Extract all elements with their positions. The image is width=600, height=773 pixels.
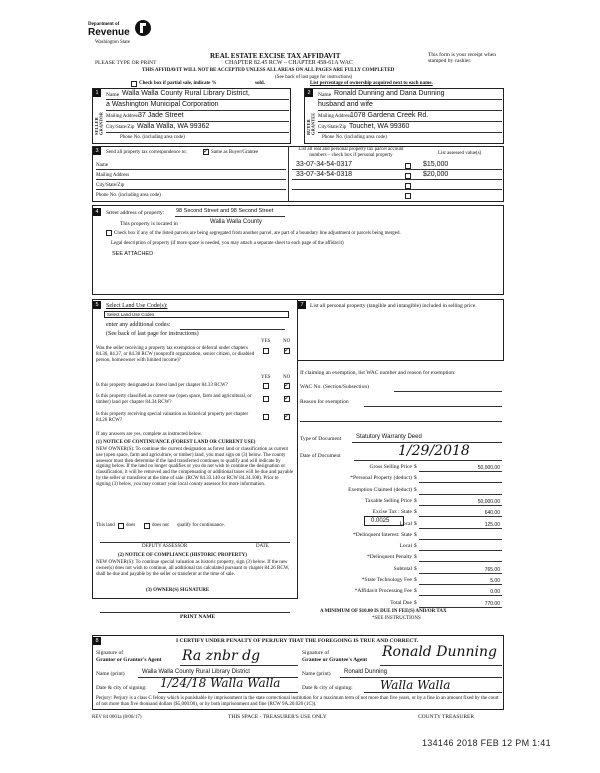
tax-row-line — [419, 482, 502, 483]
section3-city-line — [96, 189, 286, 190]
notice-compliance-body: NEW OWNER(S): To continue special valuation as historic property, sign (3) below. If the new owner(s) does not wish to continue, all additional tax calculated pursuant to chapter 84.26 RCW, shall be due and payable by the seller or transferor at the time of sale. — [96, 560, 290, 577]
tax-row-value: 50,000.00 — [477, 498, 500, 505]
seller-city-label: City/State/Zip — [106, 125, 135, 130]
doc-date-label: Date of Document — [300, 453, 341, 459]
located-in-label: This property is located in — [120, 221, 178, 227]
seller-mailing: 37 Jade Street — [138, 112, 184, 119]
tax-row-dollar: $ — [414, 531, 417, 538]
seller-name-label: Name — [106, 92, 120, 98]
section-7-marker: 7 — [298, 301, 306, 309]
state-label: Washington State — [95, 40, 131, 45]
notice-compliance-title: (2) NOTICE OF COMPLIANCE (HISTORIC PROPERTY) — [118, 553, 247, 558]
county-name: Walla Walla County — [210, 219, 262, 225]
tax-row-label: Gross Selling Price — [369, 464, 412, 470]
seller-side-label: SELLER GRANTOR — [94, 112, 104, 135]
seller-name-line — [106, 99, 289, 100]
buyer-name-line — [318, 99, 502, 100]
tax-row-dollar: $ — [414, 565, 417, 572]
assessed-header: List assessed value(s) — [438, 151, 482, 156]
certify-statement: I CERTIFY UNDER PENALTY OF PERJURY THAT THE FOREGOING IS TRUE AND CORRECT. — [176, 638, 419, 644]
tax-row-dollar: $ — [414, 509, 417, 516]
assessed-value-1: $15,000 — [423, 161, 449, 168]
street-address: 98 Second Street and 98 Second Street — [176, 208, 274, 214]
section-3-marker: 3 — [93, 147, 101, 155]
see-instructions-note: *SEE INSTRUCTIONS — [372, 616, 421, 621]
this-land-label: This land — [96, 523, 115, 528]
parcel-4-personal-checkbox[interactable] — [405, 193, 411, 199]
street-address-label: Street address of property: — [106, 210, 165, 216]
tax-row-dollar: $ — [414, 464, 417, 470]
tax-row-label: *Delinquent Penalty — [366, 554, 412, 561]
current-use-question: Is this property classified as current use (open space, farm and agricultural, or timber) land per chapter 84.34 RCW? — [96, 394, 252, 405]
grantor-signature: Ra znbr dg — [182, 648, 261, 664]
wac-label: WAC No. (Section/Subsection) — [300, 384, 369, 390]
tax-row-dollar: $ — [414, 475, 417, 482]
section-5-marker: 5 — [93, 301, 101, 309]
receipt-note: This form is your receipt when stamped by cashier. — [428, 52, 496, 65]
type-print-note: PLEASE TYPE OR PRINT — [95, 60, 157, 66]
doc-type: Statutory Warranty Deed — [356, 434, 422, 440]
grantee-date-city: Walla Walla — [380, 678, 451, 692]
land-use-label: Select Land Use Code(s): — [106, 303, 168, 309]
section3-mailing-label: Mailing Address — [96, 173, 130, 178]
section3-phone-label: Phone No. (including area code) — [96, 193, 161, 198]
tax-row-label: *Affidavit Processing Fee — [354, 588, 412, 595]
same-as-buyer-label: Same as Buyer/Grantee — [211, 150, 259, 155]
grantor-date-line — [158, 692, 298, 693]
seller-mailing-label: Mailing Address — [106, 114, 140, 119]
recording-stamp: 134146 2018 FEB 12 PM 1:41 — [422, 738, 551, 748]
section3-name-label: Name — [96, 163, 108, 168]
seller-city: Walla Walla, WA 99362 — [137, 123, 210, 130]
land-does-not-label: does not — [152, 523, 169, 528]
tax-row-line — [419, 561, 502, 562]
print-name-line — [100, 612, 290, 613]
tax-row-line — [419, 505, 502, 506]
grantee-date-city-label: Date & city of signing: — [302, 685, 353, 691]
section-8-marker: 8 — [93, 637, 101, 645]
tax-row-label: Exemption Claimed (deduct) — [348, 486, 412, 493]
buyer-mailing-line — [318, 121, 502, 122]
land-does-label: does — [126, 523, 136, 528]
county-treasurer-label: COUNTY TREASURER — [418, 714, 475, 720]
deputy-date-label: DATE — [256, 544, 269, 549]
section-1-marker: 1 — [93, 89, 101, 97]
seller-phone-label: Phone No. (including area code) — [120, 135, 185, 140]
tax-row-line — [419, 516, 502, 517]
seller-name2-line — [106, 110, 289, 111]
buyer-name2-line — [318, 110, 502, 111]
reason-label: Reason for exemption — [300, 399, 349, 405]
local-rate-box — [364, 516, 404, 526]
buyer-side-label: BUYER GRANTEE — [306, 112, 316, 135]
treasurer-space-label: THIS SPACE - TREASURER'S USE ONLY — [228, 714, 327, 720]
forest-no-checkbox[interactable] — [284, 383, 290, 389]
tax-row-dollar: $ — [414, 577, 417, 583]
grantee-date-line — [364, 692, 502, 693]
perjury-notice: Perjury: Perjury is a class C felony which is punishable by imprisonment in the state correctional institution for a maximum term of not more than five years, or by a fine in an amount fixed by the court of not more than five thousand dollars ($5,000.00), or by both imprisonment and fine (RCW 9A.20.020 (1C)). — [96, 696, 499, 707]
grantee-sig-label-1: Signature of — [302, 650, 330, 656]
exemption-no-checkbox[interactable] — [284, 348, 290, 354]
wac-input-line[interactable] — [394, 391, 502, 392]
additional-codes-label: enter any additional codes: — [106, 322, 171, 328]
grantor-print-name: Walla Walla County Rural Library District — [142, 669, 250, 675]
tax-row-label: Local — [399, 520, 412, 527]
section3-name-line — [96, 169, 286, 170]
parcel-3-line — [292, 189, 502, 190]
grantor-date-city: 1/24/18 Walla Walla — [160, 676, 281, 690]
legal-description: SEE ATTACHED — [112, 251, 154, 257]
street-address-line — [175, 216, 285, 217]
tax-row-label: Taxable Selling Price — [365, 497, 412, 504]
revenue-logo — [88, 18, 158, 48]
tax-row-label: Total Due — [390, 599, 412, 606]
tax-row-dollar: $ — [414, 554, 417, 561]
tax-row-line — [419, 584, 502, 585]
revenue-wordmark: Revenue — [88, 27, 130, 38]
parcel-number-1: 33-07-34-54-0317 — [296, 161, 353, 168]
assessed-value-2: $20,000 — [423, 171, 449, 178]
grantee-sig-line — [380, 665, 502, 666]
tax-row-line — [419, 550, 502, 551]
section5-see-back: (See back of last page for instructions) — [106, 331, 199, 337]
tax-row-value: 0.00 — [490, 589, 500, 596]
dept-label: Department of — [88, 22, 120, 27]
any-yes-note: If any answers are yes, complete as instructed below. — [96, 432, 203, 437]
segregated-label: Check box if any of the listed parcels are being segregated from another parcel, are part of a boundary line adjustment or parcels being merged. — [114, 231, 401, 236]
grantor-sig-label-2: Grantor or Grantor's Agent — [96, 657, 162, 663]
no-header-2: NO — [283, 375, 291, 380]
doc-date-line — [354, 460, 502, 461]
seller-name: Walla Walla County Rural Library District, — [122, 90, 250, 97]
tax-row-label: *State Technology Fee — [361, 577, 412, 583]
no-header-1: NO — [283, 339, 291, 344]
seller-name-2: a Washington Municipal Corporation — [106, 101, 219, 108]
tax-row-value: 5.00 — [490, 578, 500, 584]
local-rate-value: 0.0025 — [371, 518, 390, 524]
yes-header-1: YES — [261, 339, 271, 344]
deputy-line — [100, 542, 290, 543]
tax-row-value: 770.00 — [484, 600, 500, 607]
tax-row-dollar: $ — [414, 497, 417, 504]
parcel-number-2: 33-07-34-54-0318 — [296, 171, 353, 178]
exemption-question: Was the seller receiving a property tax exemption or deferral under chapters 84.36, 84.37, or 84.38 RCW (nonprofit organization, senior citizen, or disabled person, homeowner with limited income)? — [96, 346, 255, 363]
section-2-marker: 2 — [305, 89, 313, 97]
buyer-name-label: Name — [318, 92, 332, 98]
buyer-city-line — [318, 132, 502, 133]
grantor-sig-line — [180, 665, 298, 666]
tax-row-line — [419, 528, 502, 529]
grantor-sig-label-1: Signature of — [96, 650, 124, 656]
grantor-date-city-label: Date & city of signing: — [96, 685, 147, 691]
doc-date: 1/29/2018 — [398, 443, 470, 459]
grantee-name-print-label: Name (print) — [302, 671, 331, 677]
land-does-not-checkbox[interactable] — [144, 523, 150, 529]
property-location-section — [92, 205, 504, 295]
tax-row-value: 765.00 — [484, 566, 500, 573]
sold-label: sold. — [255, 81, 265, 86]
buyer-mailing-label: Mailing Address — [318, 114, 352, 119]
seller-city-line — [106, 132, 289, 133]
land-use-select-value: Select Land Use Codes — [107, 312, 155, 317]
same-as-buyer-checkbox[interactable] — [203, 149, 209, 155]
tax-row-dollar: $ — [414, 520, 417, 527]
yes-header-2: YES — [261, 375, 271, 380]
form-title: REAL ESTATE EXCISE TAX AFFIDAVIT — [210, 52, 341, 60]
personal-property-label: List all personal property (tangible and intangible) included in selling price. — [310, 303, 477, 309]
section3-divider — [288, 146, 289, 202]
tax-row-line — [419, 595, 502, 596]
qualify-label: qualify for continuance. — [177, 523, 225, 528]
buyer-city-label: City/State/Zip — [318, 125, 347, 130]
segregated-checkbox[interactable] — [106, 230, 112, 236]
grantee-print-name: Ronald Dunning — [344, 669, 388, 675]
tax-row-label: *Personal Property (deduct) — [350, 475, 412, 482]
forest-yes-checkbox[interactable] — [263, 383, 269, 389]
seller-mailing-line — [106, 121, 289, 122]
partial-sale-checkbox[interactable] — [131, 81, 137, 87]
historic-no-checkbox[interactable] — [284, 414, 290, 420]
forest-question: Is this property designated as forest land per chapter 84.33 RCW? — [96, 383, 228, 388]
legal-description-label: Legal description of property (if more space is needed, you may attach a separate sheet to each page of the affidavit) — [111, 241, 344, 246]
send-correspondence-label: Send all property tax correspondence to: — [106, 150, 187, 155]
tax-row-dollar: $ — [414, 588, 417, 595]
tax-row-line — [419, 539, 502, 540]
tax-row-line — [419, 607, 502, 608]
notice-continuance-title: (1) NOTICE OF CONTINUANCE (FOREST LAND OR CURRENT USE) — [96, 440, 256, 445]
buyer-phone-label: Phone No. (including area code) — [322, 135, 387, 140]
buyer-mailing: 1078 Gardena Creek Rd. — [350, 112, 429, 119]
grantee-signature: Ronald Dunning — [382, 644, 497, 660]
parcel-header: List all real and personal property tax parcel account numbers – check box if personal property — [298, 147, 404, 158]
section-4-marker: 4 — [93, 208, 101, 216]
reason-extra-line — [300, 421, 502, 422]
tax-row-dollar: $ — [414, 486, 417, 493]
tax-row-dollar: $ — [414, 599, 417, 606]
minimum-fee-note: A MINIMUM OF $10.00 IS DUE IN FEE(S) AND/OR TAX — [320, 609, 447, 614]
chapter-line: CHAPTER 82.45 RCW – CHAPTER 458-61A WAC — [225, 60, 353, 66]
parcel-2-line — [292, 179, 502, 180]
see-back-note: (See back of last page for instructions) — [275, 75, 353, 80]
tax-row-label: Local — [399, 543, 412, 550]
buyer-city: Touchet, WA 99360 — [349, 123, 410, 130]
grantor-name-print-label: Name (print) — [96, 671, 125, 677]
revision-code: REV 84 0001a (8/06/17) — [92, 715, 142, 720]
grantee-sig-label-2: Grantee or Grantee's Agent — [302, 657, 368, 663]
exemption-claim-label: If claiming an exemption, list WAC number and reason for exemption: — [300, 370, 456, 376]
deputy-assessor-label: DEPUTY ASSESSOR — [142, 544, 188, 549]
exemption-yes-checkbox[interactable] — [263, 348, 269, 354]
tax-row-label: *Delinquent Interest: State — [353, 531, 412, 538]
tax-row-dollar: $ — [414, 543, 417, 550]
owner-signature-label: (3) OWNER(S) SIGNATURE — [146, 588, 210, 593]
current-use-no-checkbox[interactable] — [284, 396, 290, 402]
doc-type-label: Type of Document — [300, 436, 342, 442]
section3-mailing-line — [96, 179, 286, 180]
land-does-checkbox[interactable] — [118, 523, 124, 529]
buyer-name: Ronald Dunning and Dana Dunning — [334, 90, 445, 97]
tax-row-label: Excise Tax : State — [372, 509, 412, 516]
tax-row-value: 640.00 — [484, 510, 500, 517]
tax-row-line — [419, 494, 502, 495]
partial-sale-label: Check box if partial sale, indicate % — [139, 81, 217, 86]
parcel-1-line — [292, 169, 502, 170]
revenue-logo-icon — [134, 18, 152, 38]
tax-row-line — [419, 471, 502, 472]
tax-row-label: Subtotal — [393, 565, 412, 572]
print-name-label: PRINT NAME — [180, 614, 216, 620]
section3-city-label: City/State/Zip — [96, 183, 125, 188]
warning-line: THIS AFFIDAVIT WILL NOT BE ACCEPTED UNLESS ALL AREAS ON ALL PAGES ARE FULLY COMPLETED — [142, 68, 395, 73]
buyer-name-2: husband and wife — [318, 101, 373, 108]
tax-row-line — [419, 573, 502, 574]
reason-input-line[interactable] — [364, 406, 502, 407]
historic-question: Is this property receiving special valuation as historical property per chapter 84.26 RCW? — [96, 412, 249, 423]
tax-row-value: 125.00 — [484, 521, 500, 528]
tax-row-value: 50,000.00 — [477, 465, 500, 471]
additional-codes-input[interactable] — [180, 329, 285, 330]
current-use-yes-checkbox[interactable] — [263, 396, 269, 402]
land-use-select[interactable] — [104, 311, 289, 318]
historic-yes-checkbox[interactable] — [263, 414, 269, 420]
notice-continuance-body: NEW OWNER(S): To continue the current designation as forest land or classification as current use (open space, farm and agriculture, or timber) land, you must sign on (3) below. The county assessor must then determine if the land transferred continues to qualify and will indicate by signing below. If the land no longer qualifies or you do not wish to continue the designation or classification, it will be removed and the compensating or additional taxes will be due and payable by the seller or transferor at the time of sale. (RCW 84.33.140 or RCW 84.34.108). Prior to signing (3) below, you may contact your local county assessor for more information. — [96, 447, 294, 487]
ownership-pct-note: List percentage of ownership acquired next to each name. — [310, 81, 433, 86]
